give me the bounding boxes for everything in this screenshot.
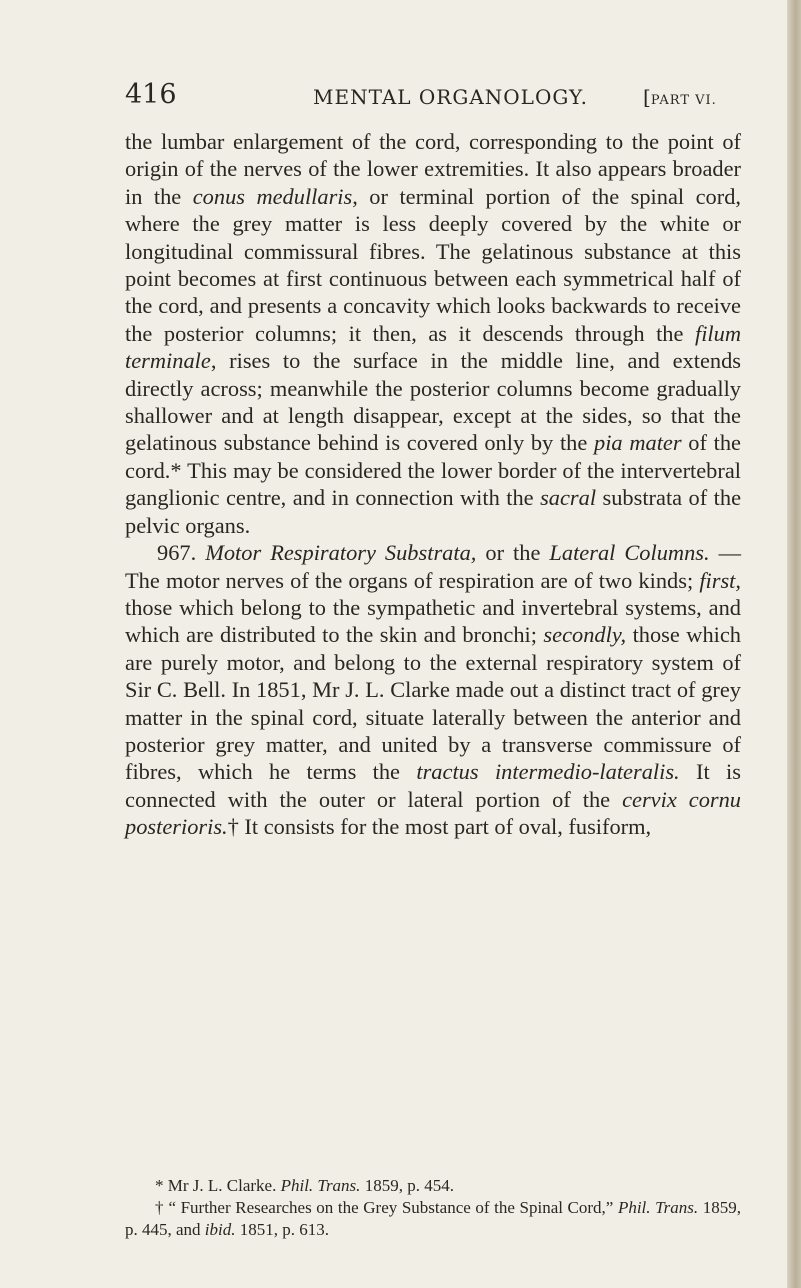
footnotes bbox=[125, 1175, 741, 1241]
paragraph-lumbar: the lumbar enlargement of the cord, corresponding to the point of origin of the nerves of the lower extremities. It also appears broader in the conus medullaris, or terminal portion of the spinal cord, where the grey matter is less deeply covered by the white or longitudinal commissural fibres. The gelatinous substance at this point becomes at first continuous between each symmetrical half of the cord, and presents a concavity which looks backwards to receive the posterior columns; it then, as it descends through the filum terminale, rises to the surface in the middle line, and extends directly across; meanwhile the posterior columns become gradually shallower and at length disappear, except at the sides, so that the gelatinous substance behind is covered only by the pia mater of the cord.* This may be considered the lower border of the intervertebral ganglionic centre, and in connection with the sacral substrata of the pelvic organs. bbox=[125, 129, 742, 538]
page-number: 416 bbox=[125, 79, 177, 110]
running-header bbox=[125, 78, 741, 114]
part-label: [PART VI. bbox=[643, 85, 717, 109]
footnote-1: * Mr J. L. Clarke. Phil. Trans. 1859, p. 454. bbox=[155, 1176, 454, 1195]
body-text bbox=[125, 128, 741, 841]
section-heading: Motor Respiratory Substrata, bbox=[205, 540, 477, 566]
paragraph-967: 967. Motor Respiratory Substrata, or the Lateral Columns. —The motor nerves of the organs of respiration are of two kinds; first, those which belong to the sympathetic and invertebral systems, and which are distributed to the skin and bronchi; secondly, those which are purely motor, and belong to the external respiratory system of Sir C. Bell. In 1851, Mr J. L. Clarke made out a distinct tract of grey matter in the spinal cord, situate laterally between the anterior and posterior grey matter, and united by a transverse commissure of fibres, which he terms the tractus intermedio-lateralis. It is connected with the outer or lateral portion of the cervix cornu posterioris.† It consists for the most part of oval, fusiform, bbox=[125, 540, 741, 840]
running-title: MENTAL ORGANOLOGY. bbox=[313, 85, 588, 109]
footnote-2: † “ Further Researches on the Grey Substance of the Spinal Cord,” Phil. Trans. 1859, p. 445, and ibid. 1851, p. 613. bbox=[125, 1198, 741, 1239]
section-number: 967. bbox=[157, 540, 206, 566]
